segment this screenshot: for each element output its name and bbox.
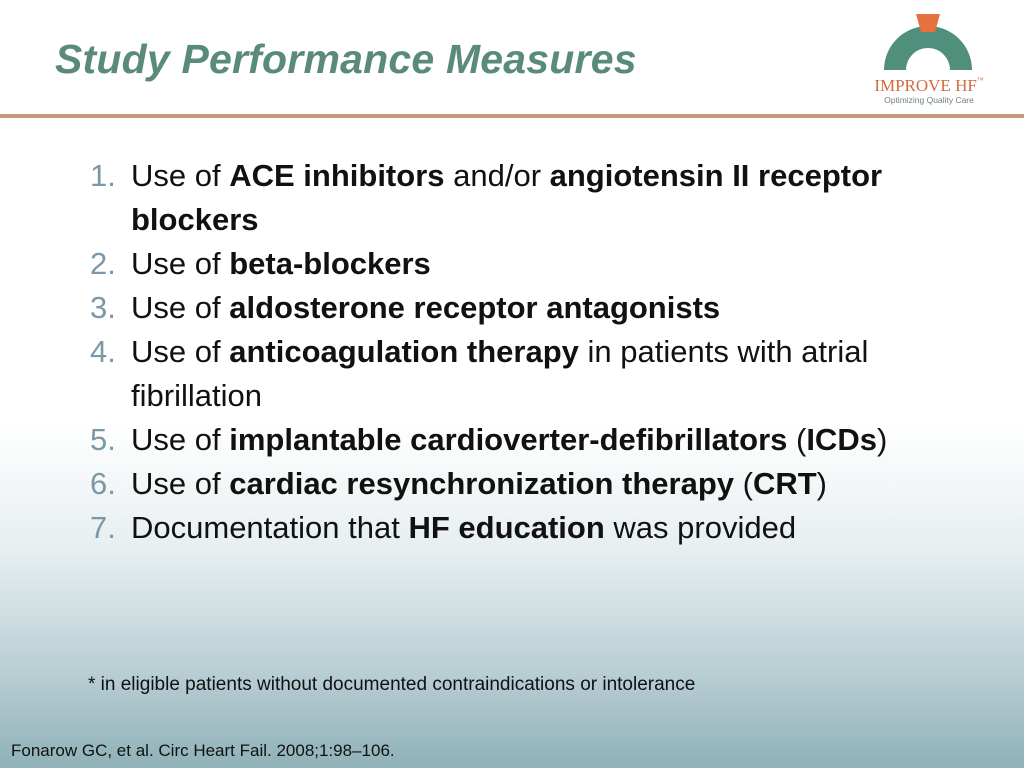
measure-number: 3. [90,290,116,325]
measure-number: 7. [90,510,116,545]
measure-emphasis: CRT [752,466,817,501]
measure-text: ) [816,466,827,501]
measure-number: 1. [90,158,116,193]
measure-item [90,154,970,242]
measure-item [90,286,970,330]
measure-text: in patients with atrial fibrillation [131,334,869,413]
measure-emphasis: anticoagulation therapy [229,334,579,369]
measure-emphasis: implantable cardioverter-defibrillators [229,422,788,457]
measure-text: Use of [131,290,230,325]
measure-emphasis: aldosterone receptor antagonists [229,290,721,325]
measure-text: Use of [131,422,230,457]
logo-arc-icon [878,10,978,74]
measure-number: 4. [90,334,116,369]
slide-title: Study Performance Measures [55,36,637,82]
measure-item [90,242,970,286]
measure-item [90,330,970,418]
measure-item [90,462,970,506]
logo-name-suffix: HF [955,76,977,95]
measure-text: was provided [604,510,797,545]
measure-text: ) [876,422,888,457]
measure-text: Use of [131,158,230,193]
measure-number: 2. [90,246,116,281]
measure-number: 6. [90,466,116,501]
logo-trademark: ™ [976,76,984,84]
logo-name-text: IMPROVE [874,76,951,95]
performance-measures-list [90,154,970,550]
logo-tagline: Optimizing Quality Care [884,95,974,105]
measure-text: Use of [131,466,230,501]
footnote: * in eligible patients without documented contraindications or intolerance [88,674,696,695]
logo-name [864,76,994,96]
measure-emphasis: ICDs [806,422,877,457]
measure-emphasis: beta-blockers [229,246,431,281]
measure-text: Use of [131,334,230,369]
measure-text: Documentation that [131,510,409,545]
citation: Fonarow GC, et al. Circ Heart Fail. 2008;1:98–106. [11,741,395,760]
measure-number: 5. [90,422,116,457]
measure-emphasis: angiotensin II receptor blockers [131,158,883,237]
improve-hf-logo [858,10,998,106]
measure-emphasis: cardiac resynchronization therapy [229,466,734,501]
measure-text: ( [734,466,753,501]
title-divider [0,114,1024,118]
measure-emphasis: HF education [408,510,605,545]
measure-text: and/or [444,158,550,193]
measure-text: Use of [131,246,230,281]
measure-emphasis: ACE inhibitors [229,158,445,193]
measure-item [90,418,970,462]
measure-item [90,506,970,550]
measure-text: ( [787,422,807,457]
